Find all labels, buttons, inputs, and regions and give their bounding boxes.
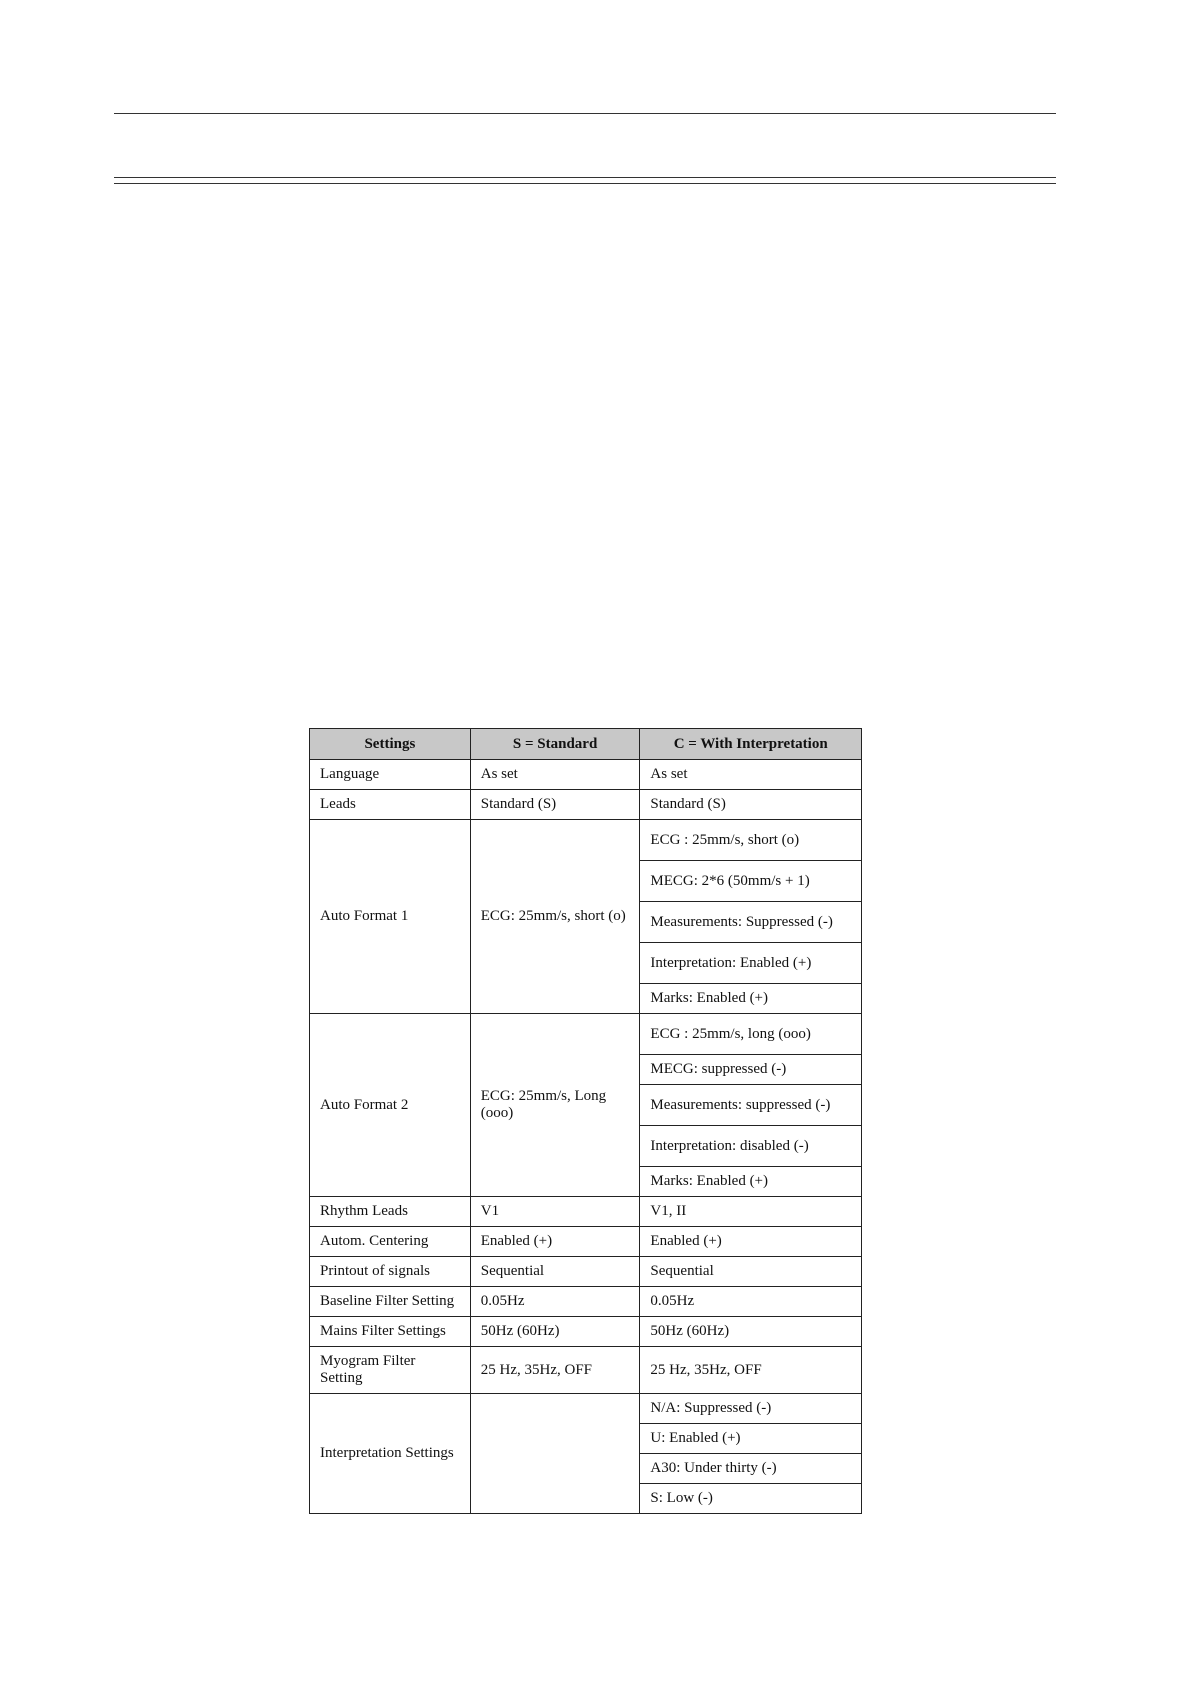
- interpretation-value: Marks: Enabled (+): [640, 1167, 862, 1197]
- settings-table: [309, 728, 862, 1514]
- header-rule-double-lower: [114, 183, 1056, 184]
- standard-value: Standard (S): [470, 790, 640, 820]
- setting-name: Myogram Filter Setting: [310, 1347, 471, 1394]
- setting-name: Rhythm Leads: [310, 1197, 471, 1227]
- interpretation-value: Measurements: suppressed (-): [640, 1085, 862, 1126]
- header-rule-top: [114, 113, 1056, 114]
- setting-name: Interpretation Settings: [310, 1394, 471, 1514]
- setting-name: Autom. Centering: [310, 1227, 471, 1257]
- setting-name: Leads: [310, 790, 471, 820]
- standard-value: [470, 1394, 640, 1514]
- standard-value: 50Hz (60Hz): [470, 1317, 640, 1347]
- standard-value: 25 Hz, 35Hz, OFF: [470, 1347, 640, 1394]
- setting-name: Mains Filter Settings: [310, 1317, 471, 1347]
- table-row: [310, 1197, 862, 1227]
- interpretation-value: 25 Hz, 35Hz, OFF: [640, 1347, 862, 1394]
- standard-value: ECG: 25mm/s, Long (ooo): [470, 1014, 640, 1197]
- table-row: [310, 1287, 862, 1317]
- standard-value: V1: [470, 1197, 640, 1227]
- interpretation-value: 0.05Hz: [640, 1287, 862, 1317]
- interpretation-value: Sequential: [640, 1257, 862, 1287]
- standard-value: 0.05Hz: [470, 1287, 640, 1317]
- header-settings: Settings: [310, 729, 471, 760]
- interpretation-value: Interpretation: Enabled (+): [640, 943, 862, 984]
- interpretation-value: N/A: Suppressed (-): [640, 1394, 862, 1424]
- header-standard: S = Standard: [470, 729, 640, 760]
- table-row: [310, 1257, 862, 1287]
- interpretation-value: Standard (S): [640, 790, 862, 820]
- table-row: [310, 790, 862, 820]
- table-row: [310, 760, 862, 790]
- interpretation-value: Enabled (+): [640, 1227, 862, 1257]
- standard-value: As set: [470, 760, 640, 790]
- interpretation-value: Marks: Enabled (+): [640, 984, 862, 1014]
- table-row: [310, 1227, 862, 1257]
- interpretation-value: 50Hz (60Hz): [640, 1317, 862, 1347]
- setting-name: Auto Format 2: [310, 1014, 471, 1197]
- interpretation-value: A30: Under thirty (-): [640, 1454, 862, 1484]
- interpretation-value: ECG : 25mm/s, long (ooo): [640, 1014, 862, 1055]
- table-row: [310, 1347, 862, 1394]
- interpretation-value: S: Low (-): [640, 1484, 862, 1514]
- table-header-row: [310, 729, 862, 760]
- header-rule-double-upper: [114, 177, 1056, 178]
- standard-value: ECG: 25mm/s, short (o): [470, 820, 640, 1014]
- interpretation-value: As set: [640, 760, 862, 790]
- interpretation-value: Measurements: Suppressed (-): [640, 902, 862, 943]
- setting-name: Language: [310, 760, 471, 790]
- interpretation-value: U: Enabled (+): [640, 1424, 862, 1454]
- standard-value: Enabled (+): [470, 1227, 640, 1257]
- header-with-interpretation: C = With Interpretation: [640, 729, 862, 760]
- table-row: [310, 1317, 862, 1347]
- interpretation-value: Interpretation: disabled (-): [640, 1126, 862, 1167]
- standard-value: Sequential: [470, 1257, 640, 1287]
- table-row: [310, 1014, 862, 1055]
- setting-name: Printout of signals: [310, 1257, 471, 1287]
- interpretation-value: MECG: 2*6 (50mm/s + 1): [640, 861, 862, 902]
- table-row: [310, 1394, 862, 1424]
- interpretation-value: MECG: suppressed (-): [640, 1055, 862, 1085]
- interpretation-value: V1, II: [640, 1197, 862, 1227]
- table-row: [310, 820, 862, 861]
- interpretation-value: ECG : 25mm/s, short (o): [640, 820, 862, 861]
- setting-name: Baseline Filter Setting: [310, 1287, 471, 1317]
- setting-name: Auto Format 1: [310, 820, 471, 1014]
